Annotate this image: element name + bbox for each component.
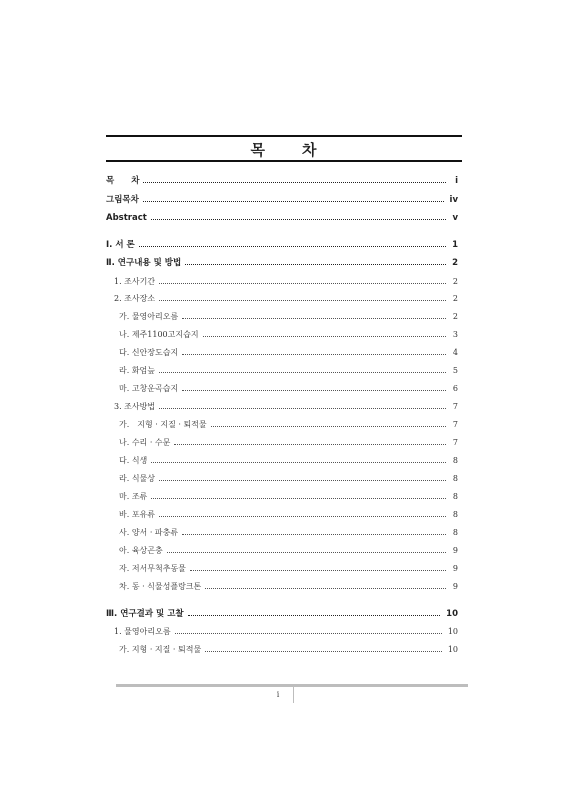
toc-entry-label: 아. 육상곤충 xyxy=(119,546,163,555)
toc-entry-page: 7 xyxy=(452,420,458,429)
dot-leader xyxy=(182,317,446,319)
dot-leader xyxy=(159,282,446,284)
toc-entry-page: i xyxy=(455,176,458,186)
toc-entry-page: 8 xyxy=(452,474,458,483)
dot-leader xyxy=(182,353,446,355)
toc-section-3-1[interactable] xyxy=(114,625,458,639)
toc-entry-label: 가. 물영아리오름 xyxy=(119,312,179,321)
toc-entry-label: 1. 조사기간 xyxy=(114,277,156,286)
page-title xyxy=(106,139,462,160)
toc-entry-page: 8 xyxy=(452,492,458,501)
footer-rule xyxy=(116,684,468,687)
toc-entry-label: 라. 식물상 xyxy=(119,474,155,483)
toc-entry-label: 가. 지형 · 지질 · 퇴적물 xyxy=(119,420,207,429)
toc-entry-abstract[interactable] xyxy=(106,211,458,225)
toc-entry-page: iv xyxy=(449,195,458,205)
toc-chapter-3[interactable] xyxy=(106,607,458,621)
toc-subsection-2-2-e[interactable] xyxy=(119,382,458,396)
toc-subsection-2-3-g[interactable] xyxy=(119,526,458,540)
title-char-2: 차 xyxy=(302,141,318,159)
dot-leader xyxy=(167,551,446,553)
toc-entry-page: 2 xyxy=(452,277,458,286)
toc-section-2-1[interactable] xyxy=(114,275,458,289)
title-top-rule xyxy=(106,135,462,137)
dot-leader xyxy=(182,389,446,391)
toc-subsection-2-3-f[interactable] xyxy=(119,508,458,522)
toc-subsection-2-3-a[interactable] xyxy=(119,418,458,432)
dot-leader xyxy=(211,425,446,427)
dot-leader xyxy=(143,181,446,183)
toc-entry-label: Abstract xyxy=(106,213,147,223)
toc-entry-label: Ⅰ. 서 론 xyxy=(106,240,135,250)
toc-entry-label: 가. 지형 · 지질 · 퇴적물 xyxy=(119,645,202,654)
footer-separator xyxy=(293,687,294,703)
toc-entry-page: 10 xyxy=(446,609,458,619)
toc-entry-page: 7 xyxy=(452,402,458,411)
dot-leader xyxy=(139,245,446,247)
toc-entry-label: 마. 고창운곡습지 xyxy=(119,384,179,393)
toc-entry-figures[interactable] xyxy=(106,193,458,207)
dot-leader xyxy=(159,515,446,517)
toc-entry-label: 그림목차 xyxy=(106,195,139,205)
dot-leader xyxy=(175,632,442,634)
toc-subsection-2-3-j[interactable] xyxy=(119,580,458,594)
toc-entry-page: 2 xyxy=(452,258,458,268)
toc-section-2-3[interactable] xyxy=(114,400,458,414)
dot-leader xyxy=(143,200,444,202)
toc-section-2-2[interactable] xyxy=(114,292,458,306)
toc-subsection-2-3-c[interactable] xyxy=(119,454,458,468)
dot-leader xyxy=(205,650,442,652)
dot-leader xyxy=(151,218,446,220)
toc-chapter-2[interactable] xyxy=(106,256,458,270)
footer-page-number: i xyxy=(276,690,280,699)
toc-entry-page: 10 xyxy=(447,645,458,654)
toc-entry-label: 2. 조사장소 xyxy=(114,294,156,303)
toc-subsection-2-3-d[interactable] xyxy=(119,472,458,486)
toc-entry-label: 3. 조사방법 xyxy=(114,402,156,411)
dot-leader xyxy=(205,587,446,589)
toc-entry-page: 1 xyxy=(452,240,458,250)
toc-subsection-2-2-b[interactable] xyxy=(119,328,458,342)
toc-entry-page: 4 xyxy=(452,348,458,357)
toc-entry-page: 2 xyxy=(452,312,458,321)
toc-subsection-2-2-a[interactable] xyxy=(119,310,458,324)
toc-entry-page: 2 xyxy=(452,294,458,303)
dot-leader xyxy=(159,479,446,481)
toc-subsection-2-3-e[interactable] xyxy=(119,490,458,504)
dot-leader xyxy=(190,569,446,571)
toc-entry-page: 9 xyxy=(452,546,458,555)
toc-entry-label: 자. 저서무척추동물 xyxy=(119,564,186,573)
toc-entry-page: 5 xyxy=(452,366,458,375)
dot-leader xyxy=(159,299,446,301)
toc-entry-label: 차. 동 · 식물성플랑크톤 xyxy=(119,582,202,591)
toc-entry-label: 마. 조류 xyxy=(119,492,148,501)
toc-entry-page: 8 xyxy=(452,510,458,519)
toc-subsection-2-3-h[interactable] xyxy=(119,544,458,558)
toc-entry-label: 다. 신안장도습지 xyxy=(119,348,179,357)
dot-leader xyxy=(188,614,441,616)
toc-entry-label: Ⅱ. 연구내용 및 방법 xyxy=(106,258,182,268)
dot-leader xyxy=(151,461,446,463)
dot-leader xyxy=(185,263,446,265)
toc-entry-page: 8 xyxy=(452,456,458,465)
toc-entry-page: v xyxy=(452,213,458,223)
toc-entry-page: 6 xyxy=(452,384,458,393)
toc-entry-page: 8 xyxy=(452,528,458,537)
toc-subsection-2-2-d[interactable] xyxy=(119,364,458,378)
title-char-1: 목 xyxy=(250,141,266,159)
toc-entry-label: 다. 식생 xyxy=(119,456,148,465)
toc-entry-label: 목 차 xyxy=(106,176,140,186)
toc-entry-page: 7 xyxy=(452,438,458,447)
title-bottom-rule xyxy=(106,160,462,162)
dot-leader xyxy=(182,533,446,535)
toc-entry-contents[interactable] xyxy=(106,174,458,188)
dot-leader xyxy=(151,497,446,499)
toc-entry-page: 9 xyxy=(452,564,458,573)
toc-entry-label: 바. 포유류 xyxy=(119,510,155,519)
toc-subsection-2-3-b[interactable] xyxy=(119,436,458,450)
dot-leader xyxy=(159,407,446,409)
toc-entry-label: 사. 양서 · 파충류 xyxy=(119,528,179,537)
toc-entry-page: 9 xyxy=(452,582,458,591)
dot-leader xyxy=(174,443,446,445)
toc-entry-page: 10 xyxy=(447,627,458,636)
toc-entry-label: 1. 물영아리오름 xyxy=(114,627,171,636)
dot-leader xyxy=(203,335,446,337)
toc-entry-label: Ⅲ. 연구결과 및 고찰 xyxy=(106,609,184,619)
toc-entry-label: 나. 제주1100고지습지 xyxy=(119,330,199,339)
dot-leader xyxy=(159,371,446,373)
toc-entry-label: 라. 화엄늪 xyxy=(119,366,155,375)
toc-subsection-2-3-i[interactable] xyxy=(119,562,458,576)
toc-chapter-1[interactable] xyxy=(106,238,458,252)
toc-subsection-3-1-a[interactable] xyxy=(119,643,458,657)
toc-entry-page: 3 xyxy=(452,330,458,339)
toc-subsection-2-2-c[interactable] xyxy=(119,346,458,360)
toc-entry-label: 나. 수리 · 수문 xyxy=(119,438,171,447)
